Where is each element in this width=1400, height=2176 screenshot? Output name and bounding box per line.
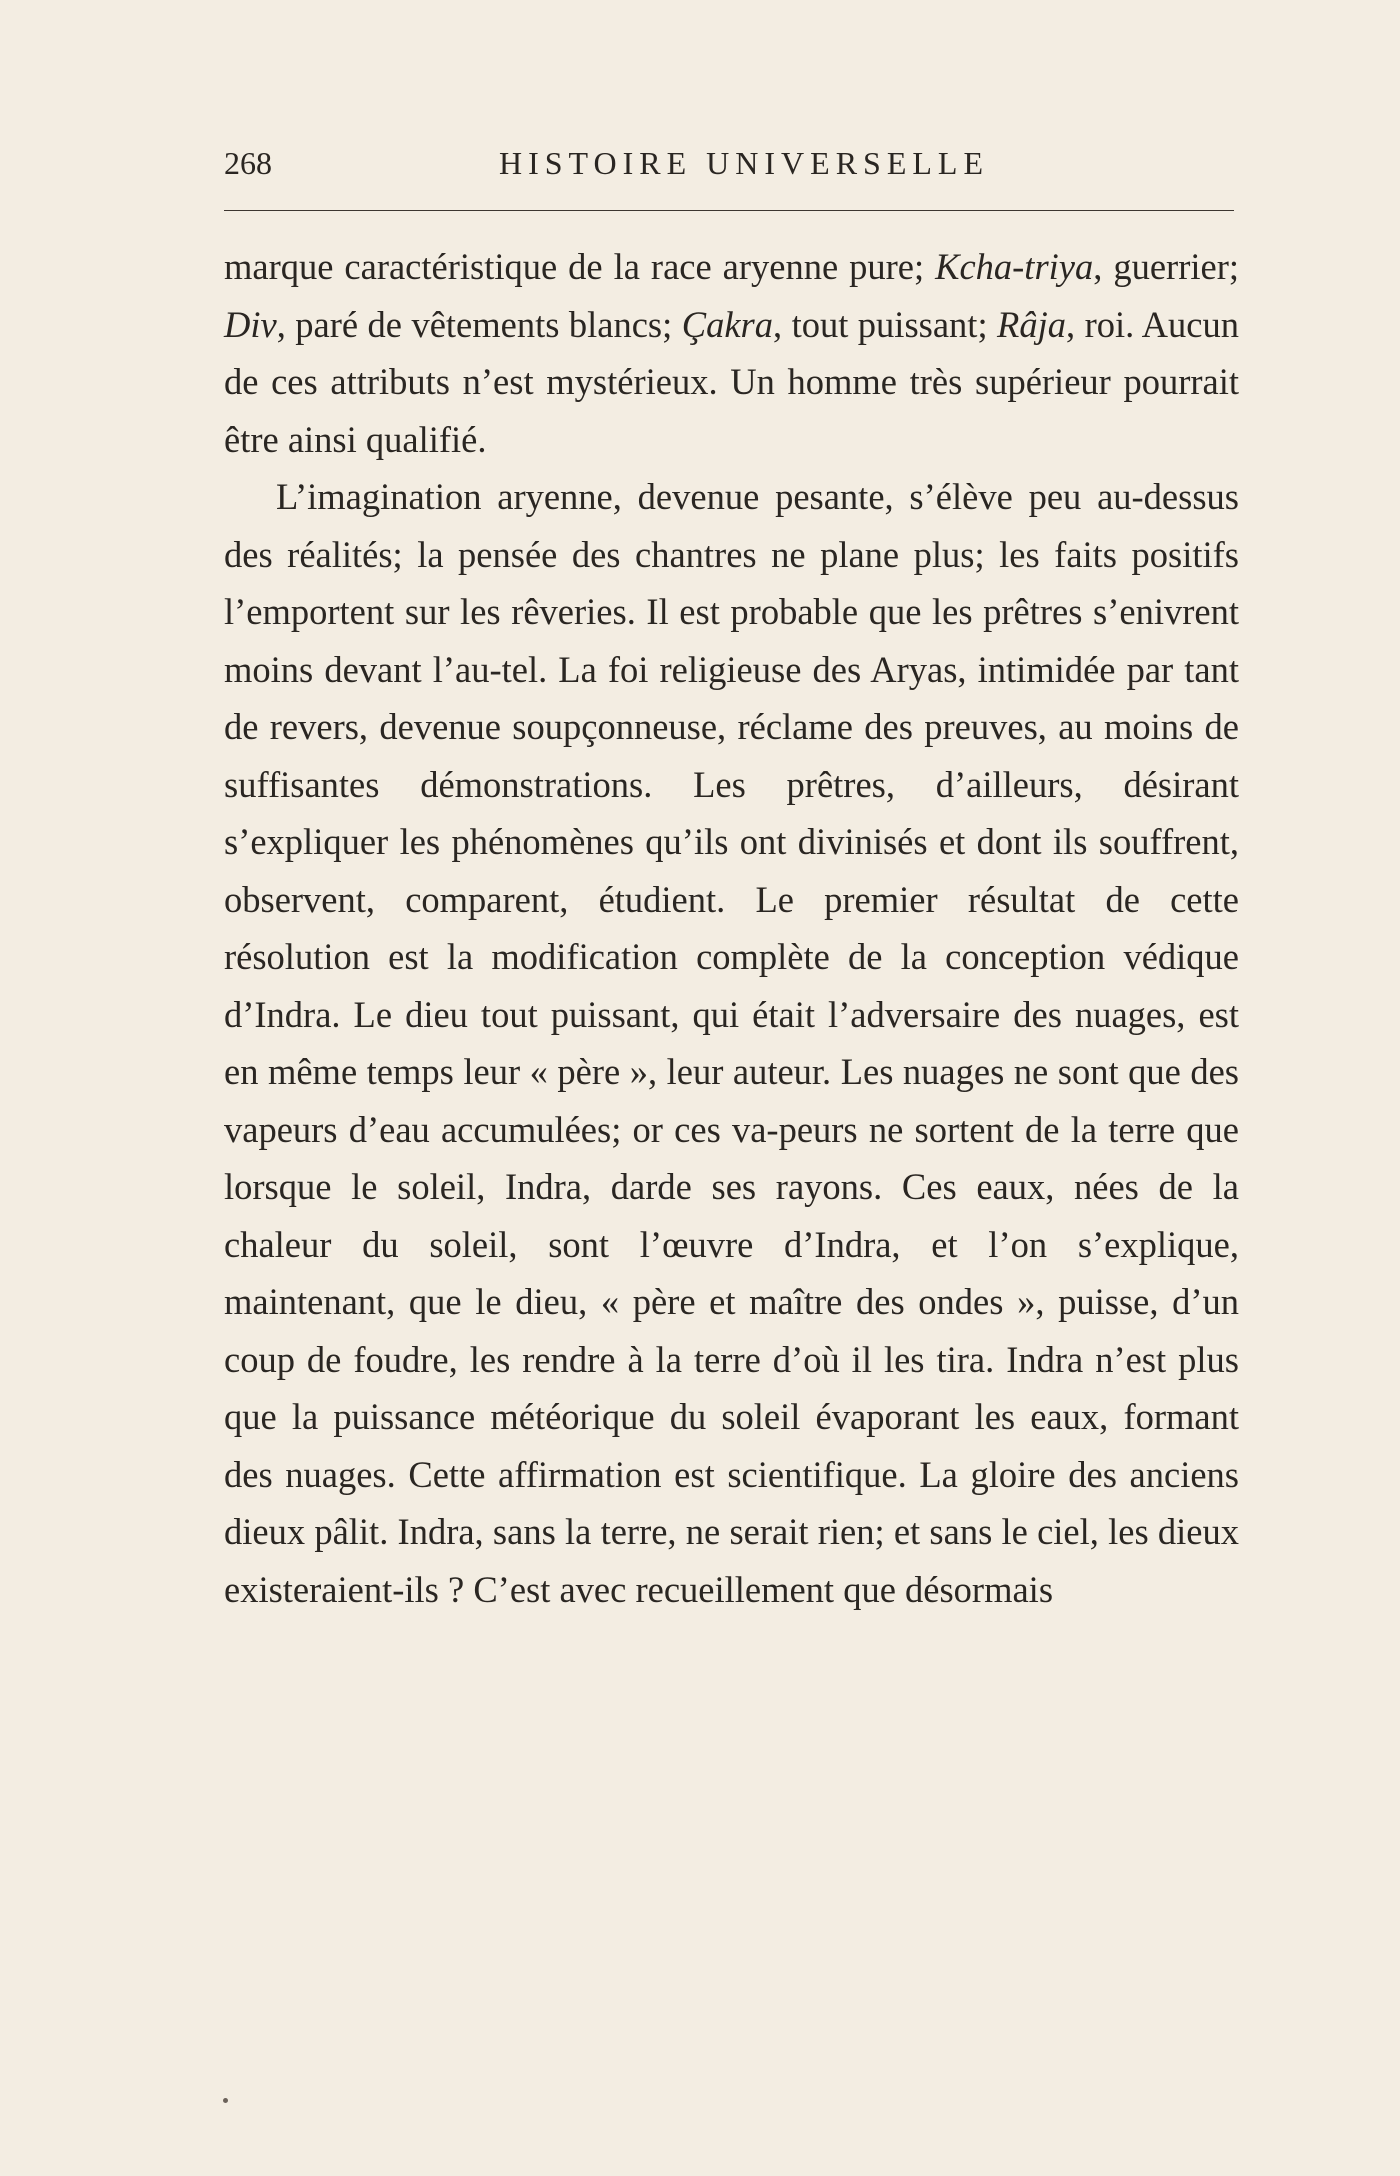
page-number: 268 [224, 145, 272, 181]
paragraph-1-text-5: , roi. Aucun de ces attributs n’est mystérieux. Un homme très supérieur pourrait être ainsi qualifié. [224, 303, 1239, 460]
page-header [224, 138, 1234, 188]
paragraph-1-text-4: , tout puissant; [772, 303, 998, 345]
running-title: HISTOIRE UNIVERSELLE [498, 145, 990, 181]
paragraph-1-text-1: marque caractéristique de la race aryenne pure; [224, 246, 936, 287]
paper-speck [223, 2098, 228, 2103]
header-rule [224, 210, 1234, 211]
term-raja: Râja [997, 303, 1066, 345]
paragraph-1 [224, 238, 1239, 468]
body-text [224, 238, 1239, 1618]
term-kchatriya: Kcha-triya [935, 246, 1094, 287]
term-div: Div [224, 303, 277, 345]
paragraph-1-text-3: , paré de vêtements blancs; [276, 303, 682, 345]
paragraph-2: L’imagination aryenne, devenue pesante, s’élève peu au-dessus des réalités; la pensée des chantres ne plane plus; les faits positifs l’emportent sur les rêveries. Il est probable que les prêtres s’enivrent moins devant l’au-tel. La foi religieuse des Aryas, intimidée par tant de revers, devenue soupçonneuse, réclame des preuves, au moins de suffisantes démonstrations. Les prêtres, d’ailleurs, désirant s’expliquer les phénomènes qu’ils ont divinisés et dont ils souffrent, observent, comparent, étudient. Le premier résultat de cette résolution est la modification complète de la conception védique d’Indra. Le dieu tout puissant, qui était l’adversaire des nuages, est en même temps leur « père », leur auteur. Les nuages ne sont que des vapeurs d’eau accumulées; or ces va-peurs ne sortent de la terre que lorsque le soleil, Indra, darde ses rayons. Ces eaux, nées de la chaleur du soleil, sont l’œuvre d’Indra, et l’on s’explique, maintenant, que le dieu, « père et maître des ondes », puisse, d’un coup de foudre, les rendre à la terre d’où il les tira. Indra n’est plus que la puissance météorique du soleil évaporant les eaux, formant des nuages. Cette affirmation est scientifique. La gloire des anciens dieux pâlit. Indra, sans la terre, ne serait rien; et sans le ciel, les dieux existeraient-ils ? C’est avec recueillement que désormais [224, 476, 1239, 1610]
paragraph-1-text-2: , guerrier; [1093, 246, 1239, 287]
term-cakra: Çakra [681, 303, 773, 345]
